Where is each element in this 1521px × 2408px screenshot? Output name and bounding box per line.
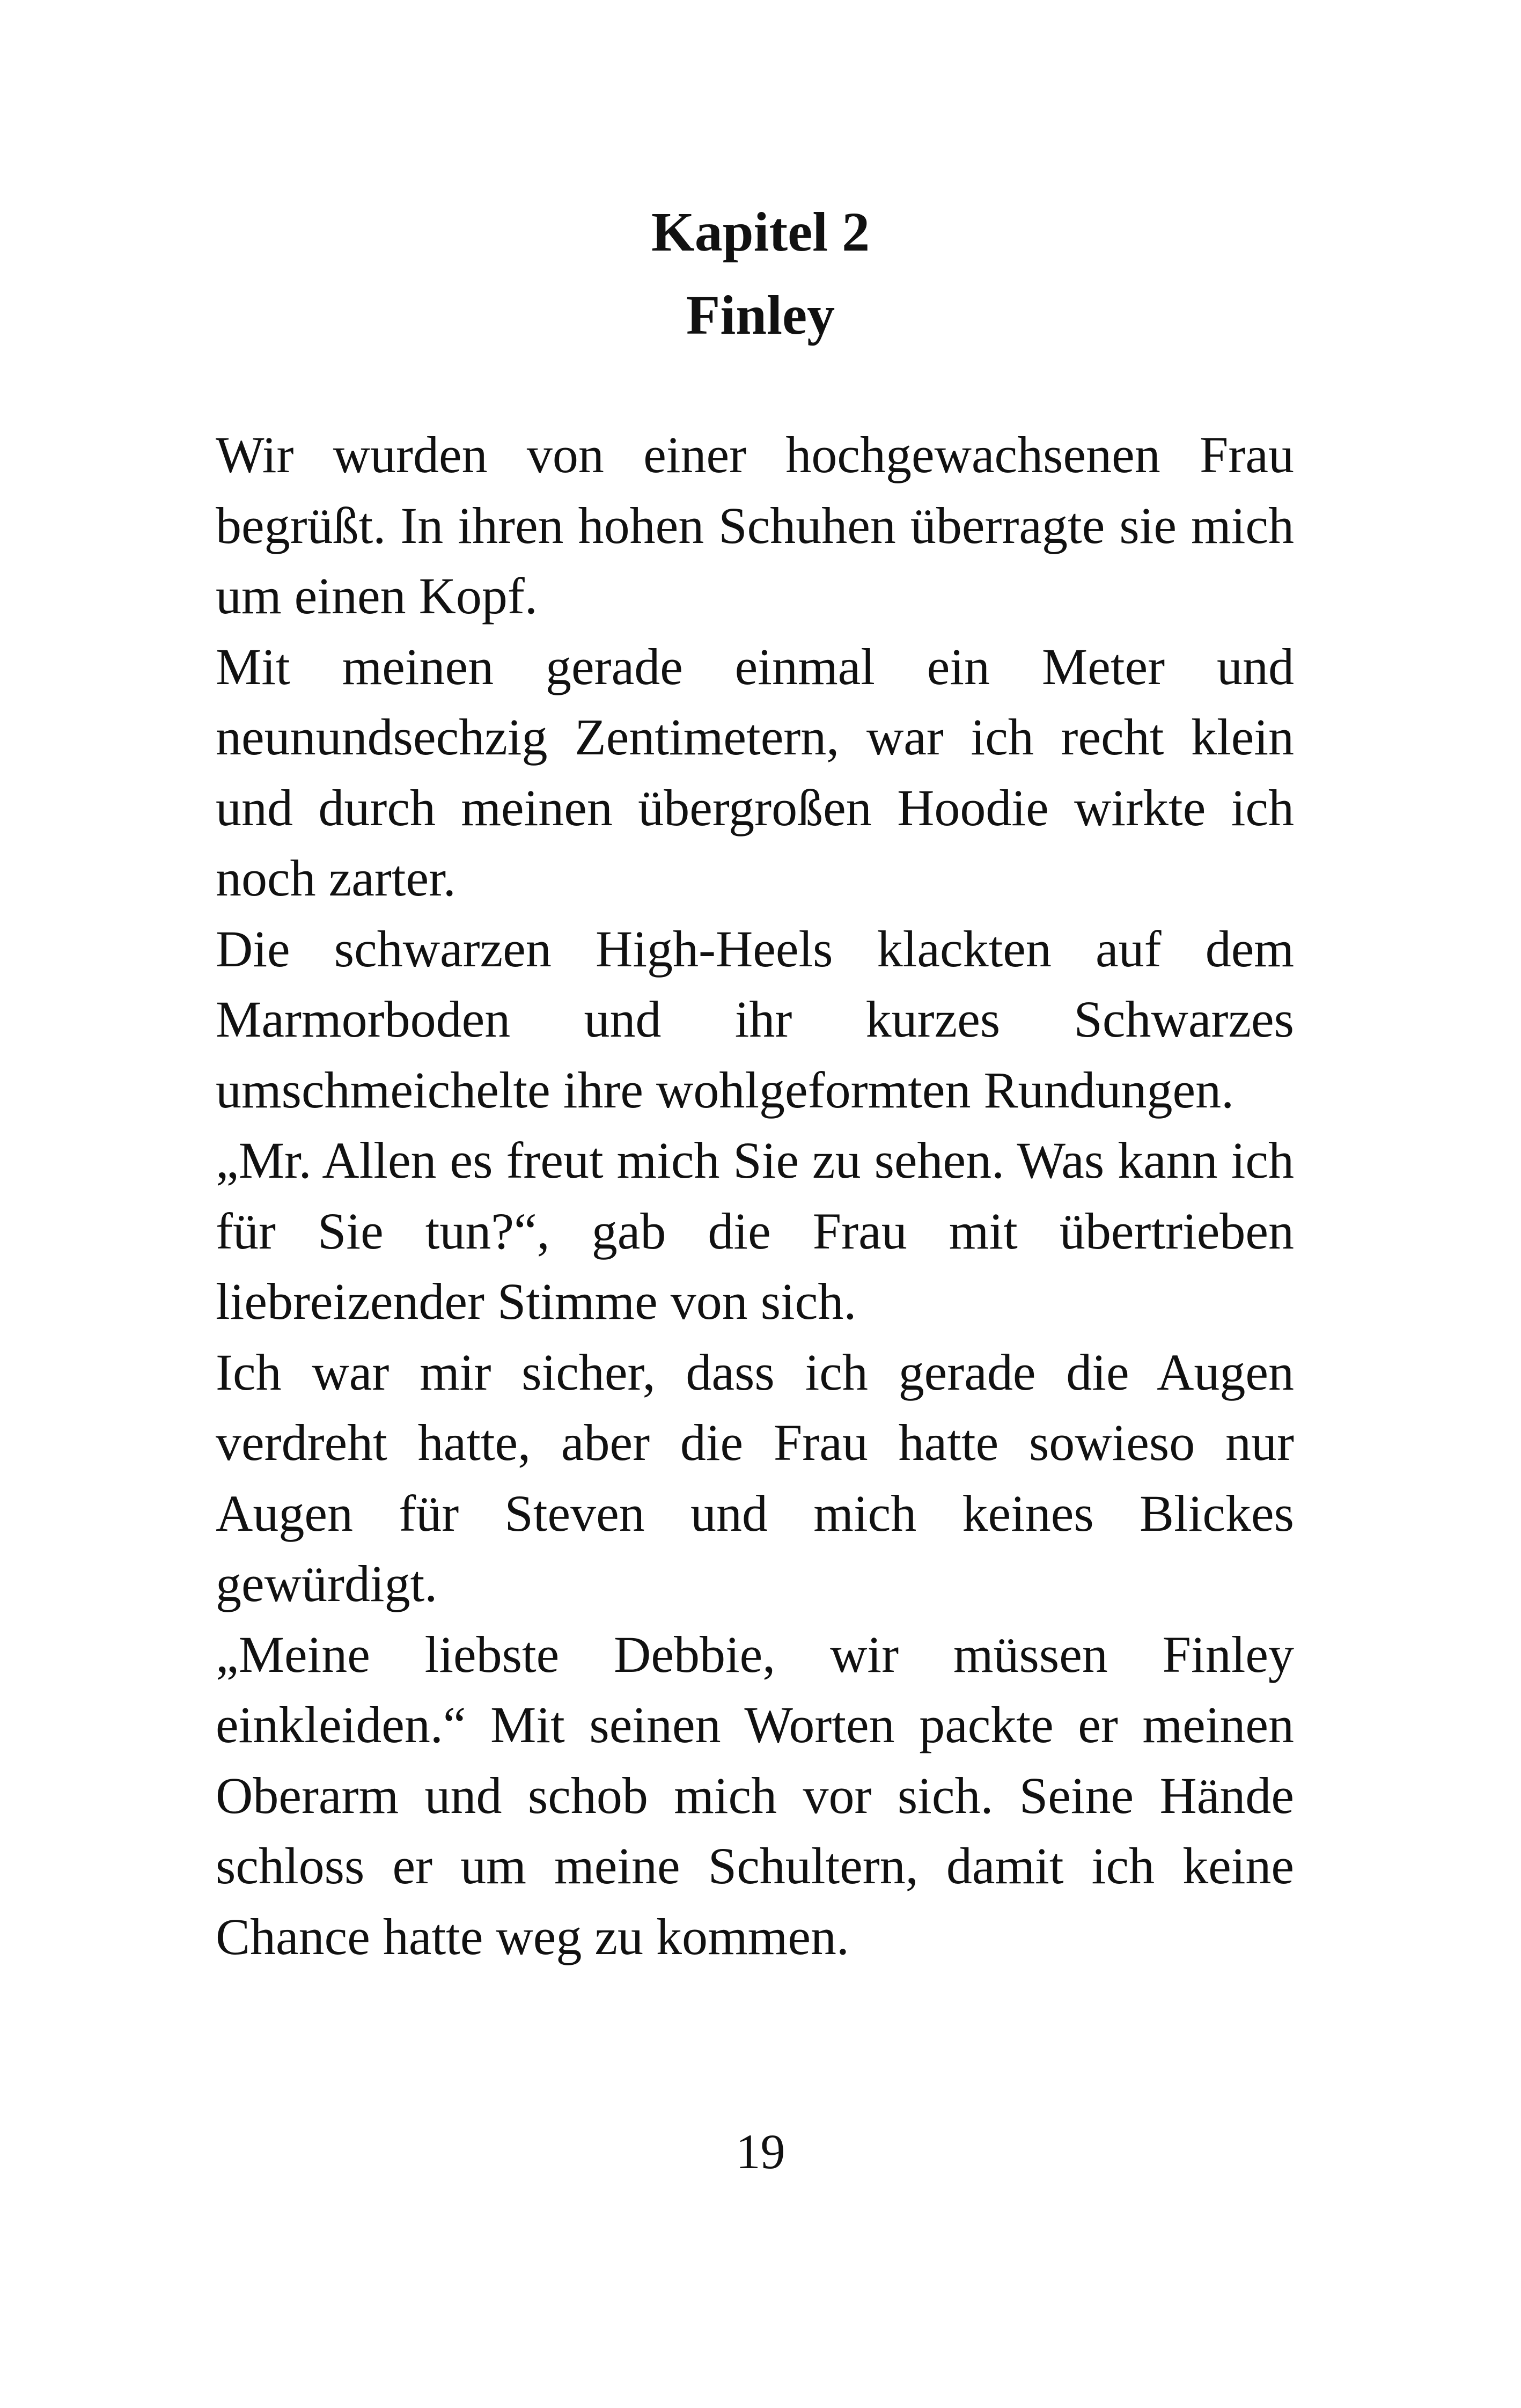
paragraph-1: Wir wurden von einer hochgewachsenen Frau begrüßt. In ihren hohen Schuhen überragte sie mich um einen Kopf. (216, 426, 1294, 625)
body-text (216, 420, 1294, 1972)
paragraph-3: Die schwarzen High-Heels klackten auf dem Marmorboden und ihr kurzes Schwarzes umschmeichelte ihre wohlgeformten Rundungen. (216, 920, 1294, 1119)
paragraph-6: „Meine liebste Debbie, wir müssen Finley einkleiden.“ Mit seinen Worten packte er meinen Oberarm und schob mich vor sich. Seine Hände schloss er um meine Schultern, damit ich keine Chance hatte weg zu kommen. (216, 1625, 1294, 1965)
chapter-title: Finley (686, 284, 835, 346)
paragraph-4: „Mr. Allen es freut mich Sie zu sehen. Was kann ich für Sie tun?“, gab die Frau mit übertrieben liebreizender Stimme von sich. (216, 1132, 1294, 1330)
chapter-number: Kapitel 2 (651, 201, 870, 263)
paragraph-5: Ich war mir sicher, dass ich gerade die Augen verdreht hatte, aber die Frau hatte sowieso nur Augen für Steven und mich keines Blickes gewürdigt. (216, 1343, 1294, 1612)
page-number: 19 (736, 2124, 785, 2179)
paragraph-2: Mit meinen gerade einmal ein Meter und neunundsechzig Zentimetern, war ich recht klein und durch meinen übergroßen Hoodie wirkte ich noch zarter. (216, 637, 1294, 907)
chapter-heading (0, 190, 1521, 357)
